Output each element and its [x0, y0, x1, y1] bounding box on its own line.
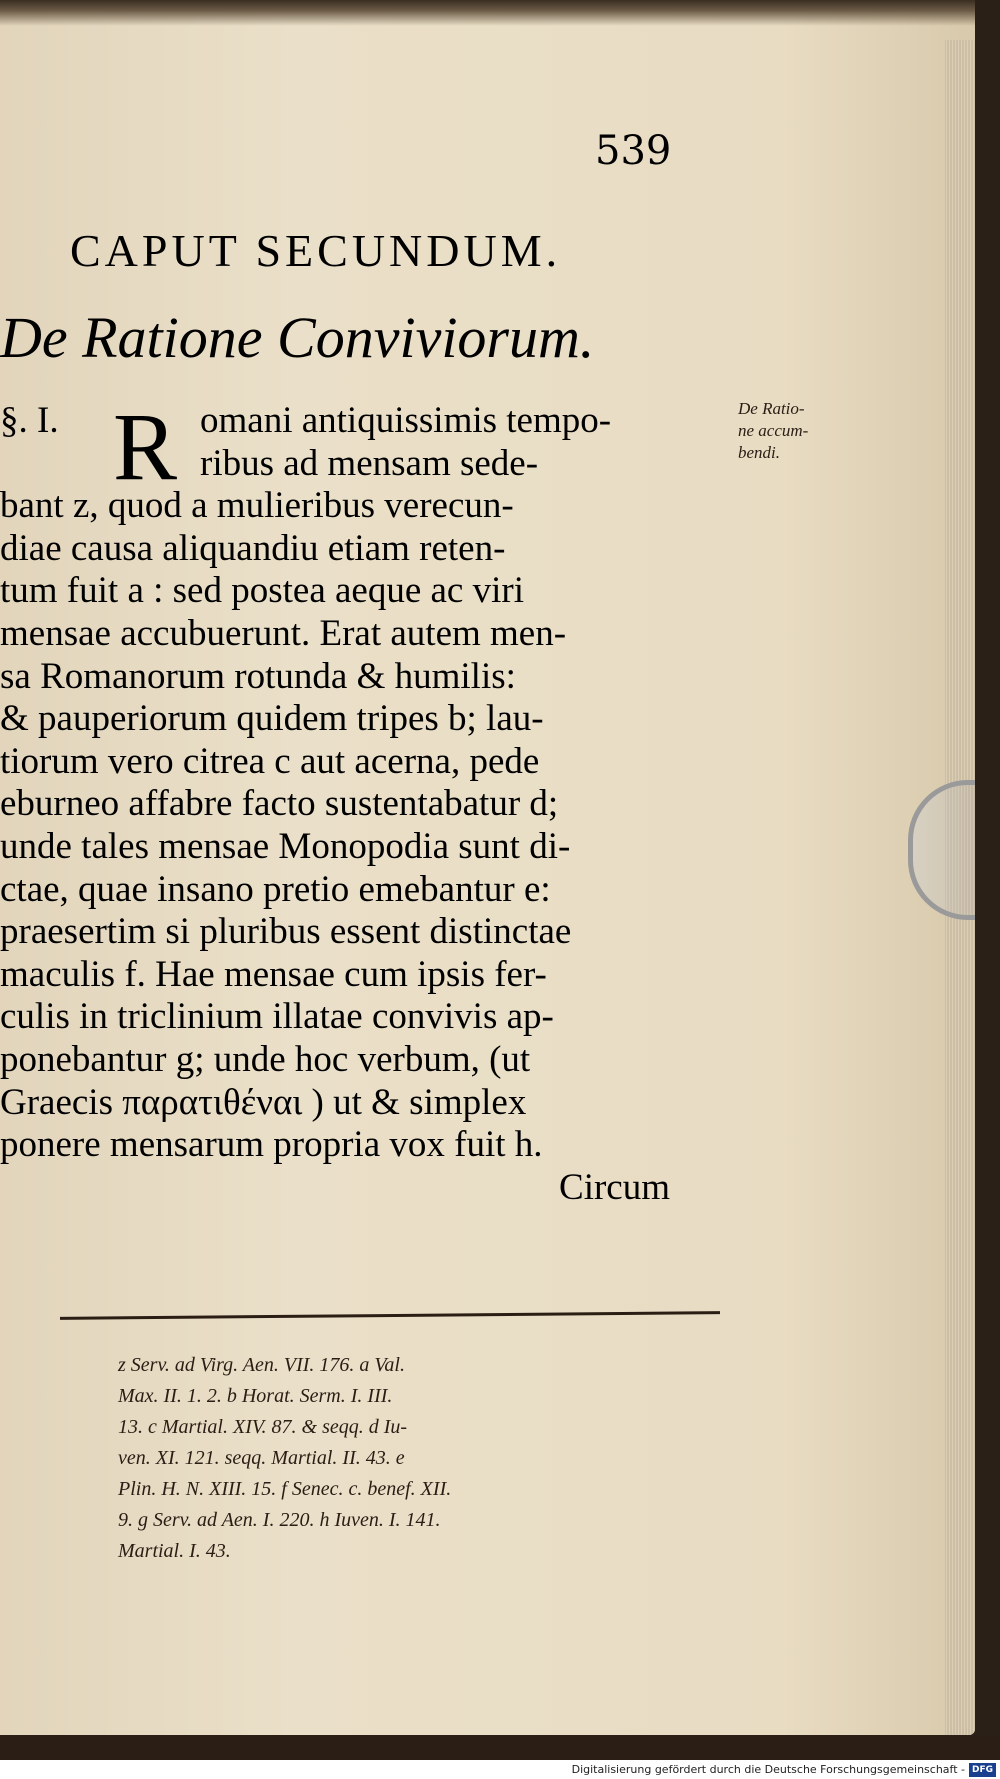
body-line: mensae accubuerunt. Erat autem men- — [0, 612, 567, 654]
footnote-line: z Serv. ad Virg. Aen. VII. 176. a Val. — [118, 1354, 405, 1376]
body-line: tiorum vero citrea c aut acerna, pede — [0, 740, 540, 782]
footnote-line: ven. XI. 121. seqq. Martial. II. 43. e — [118, 1447, 405, 1469]
body-line: omani antiquissimis tempo- — [200, 400, 612, 441]
body-line: ponebantur g; unde hoc verbum, (ut — [0, 1038, 531, 1080]
chapter-title: CAPUT SECUNDUM. — [70, 225, 562, 276]
footer-bar — [0, 1760, 1000, 1779]
body-line: Graecis παρατιθέναι ) ut & simplex — [0, 1081, 527, 1123]
body-line: praesertim si pluribus essent distinctae — [0, 911, 572, 953]
chapter-subtitle: De Ratione Conviviorum. — [0, 305, 595, 370]
margin-note-line: ne accum- — [738, 421, 809, 440]
margin-note-line: De Ratio- — [738, 399, 805, 418]
body-line: tum fuit a : sed postea aeque ac viri — [0, 570, 524, 612]
scan-background — [0, 1735, 1000, 1760]
footnote-line: 9. g Serv. ad Aen. I. 220. h Iuven. I. 141. — [118, 1509, 441, 1531]
footnote-rule — [60, 1311, 720, 1320]
body-line: & pauperiorum quidem tripes b; lau- — [0, 698, 544, 740]
body-line: eburneo affabre facto sustentabatur d; — [0, 783, 559, 825]
footnote-line: Plin. H. N. XIII. 15. f Senec. c. benef. XII. — [118, 1478, 452, 1500]
page-clip — [908, 780, 975, 920]
body-line: maculis f. Hae mensae cum ipsis fer- — [0, 953, 547, 995]
catchword: Circum — [559, 1166, 670, 1208]
margin-note — [738, 398, 838, 464]
body-line: unde tales mensae Monopodia sunt di- — [0, 825, 571, 867]
dfg-logo-icon: DFG — [969, 1763, 996, 1777]
body-line: bant z, quod a mulieribus verecun- — [0, 485, 514, 527]
body-line: diae causa aliquandiu etiam reten- — [0, 527, 506, 569]
footnote-line: 13. c Martial. XIV. 87. & seqq. d Iu- — [118, 1416, 408, 1438]
body-line: ctae, quae insano pretio emebantur e: — [0, 868, 551, 910]
section-marker: §. I. — [0, 400, 59, 441]
body-line: culis in triclinium illatae convivis ap- — [0, 996, 554, 1038]
drop-cap: R — [113, 393, 178, 500]
body-line: ponere mensarum propria vox fuit h. — [0, 1124, 543, 1166]
page-top-shadow — [0, 0, 975, 26]
page-number: 539 — [595, 128, 672, 174]
body-line: ribus ad mensam sede- — [200, 442, 539, 484]
footnote-line: Max. II. 1. 2. b Horat. Serm. I. III. — [118, 1385, 393, 1407]
footer-credit: Digitalisierung gefördert durch die Deutsche Forschungsgemeinschaft - — [571, 1763, 965, 1776]
body-line: sa Romanorum rotunda & humilis: — [0, 655, 516, 697]
footnotes — [118, 1350, 738, 1567]
margin-note-line: bendi. — [738, 443, 781, 462]
footnote-line: Martial. I. 43. — [118, 1540, 231, 1562]
